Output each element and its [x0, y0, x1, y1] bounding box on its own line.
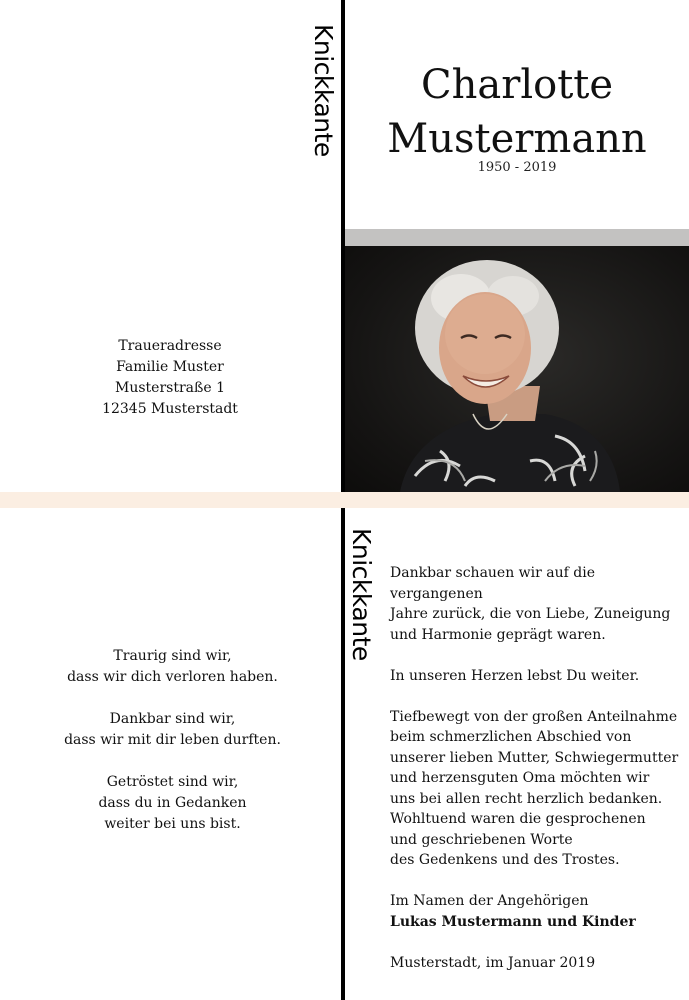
poem-line: dass wir mit dir leben durften. [64, 732, 281, 748]
address-line: Familie Muster [116, 359, 224, 375]
fold-label-top: Knickkante [309, 24, 338, 157]
thanks-line: und Harmonie geprägt waren. [390, 626, 606, 643]
signature-names: Lukas Mustermann und Kinder [390, 913, 636, 930]
address-line: Traueradresse [118, 338, 222, 354]
thanks-line: und geschriebenen Worte [390, 831, 573, 848]
place-date: Musterstadt, im Januar 2019 [390, 954, 596, 971]
thanks-line: und herzensguten Oma möchten wir [390, 770, 650, 786]
thanks-paragraph [390, 666, 680, 687]
thanks-line: Dankbar schauen wir auf die vergangenen [390, 565, 596, 602]
poem-line: dass du in Gedanken [98, 795, 247, 811]
fold-label-bottom: Knickkante [347, 528, 376, 661]
thanks-line: beim schmerzlichen Abschied von [390, 729, 632, 745]
thanks-line: des Gedenkens und des Trostes. [390, 852, 620, 868]
fold-line-bottom [341, 508, 345, 1000]
mourning-address [60, 336, 280, 420]
address-line: 12345 Musterstadt [102, 401, 238, 417]
photo-top-strip [345, 229, 689, 246]
poem-line: weiter bei uns bist. [104, 816, 241, 832]
poem-line: Traurig sind wir, [113, 648, 232, 664]
poem-line: Getröstet sind wir, [106, 774, 239, 790]
thanks-paragraph [390, 707, 680, 871]
thanks-line: In unseren Herzen lebst Du weiter. [390, 667, 640, 684]
poem-stanza [40, 709, 305, 751]
name-line-1: Charlotte [420, 62, 614, 108]
poem-stanza [40, 646, 305, 688]
poem [40, 646, 305, 856]
thank-you-text [390, 563, 680, 994]
poem-line: Dankbar sind wir, [109, 711, 236, 727]
portrait-illustration [345, 246, 689, 492]
thanks-line: Tiefbewegt von der großen Anteilnahme [390, 708, 678, 725]
name-line-2: Mustermann [387, 116, 647, 162]
thanks-line: unserer lieben Mutter, Schwiegermutter [390, 749, 679, 766]
poem-line: dass wir dich verloren haben. [67, 669, 278, 685]
signature-intro: Im Namen der Angehörigen [390, 893, 589, 909]
life-years: 1950 - 2019 [477, 160, 557, 175]
thanks-paragraph [390, 563, 680, 645]
address-line: Musterstraße 1 [115, 380, 225, 396]
page-separator [0, 492, 689, 508]
thanks-line: Jahre zurück, die von Liebe, Zuneigung [390, 606, 671, 622]
poem-stanza [40, 772, 305, 835]
portrait-photo [345, 246, 689, 492]
thanks-line: uns bei allen recht herzlich bedanken. [390, 790, 663, 807]
signature-block [390, 891, 680, 932]
deceased-name [350, 58, 684, 166]
thanks-line: Wohltuend waren die gesprochenen [390, 811, 646, 827]
